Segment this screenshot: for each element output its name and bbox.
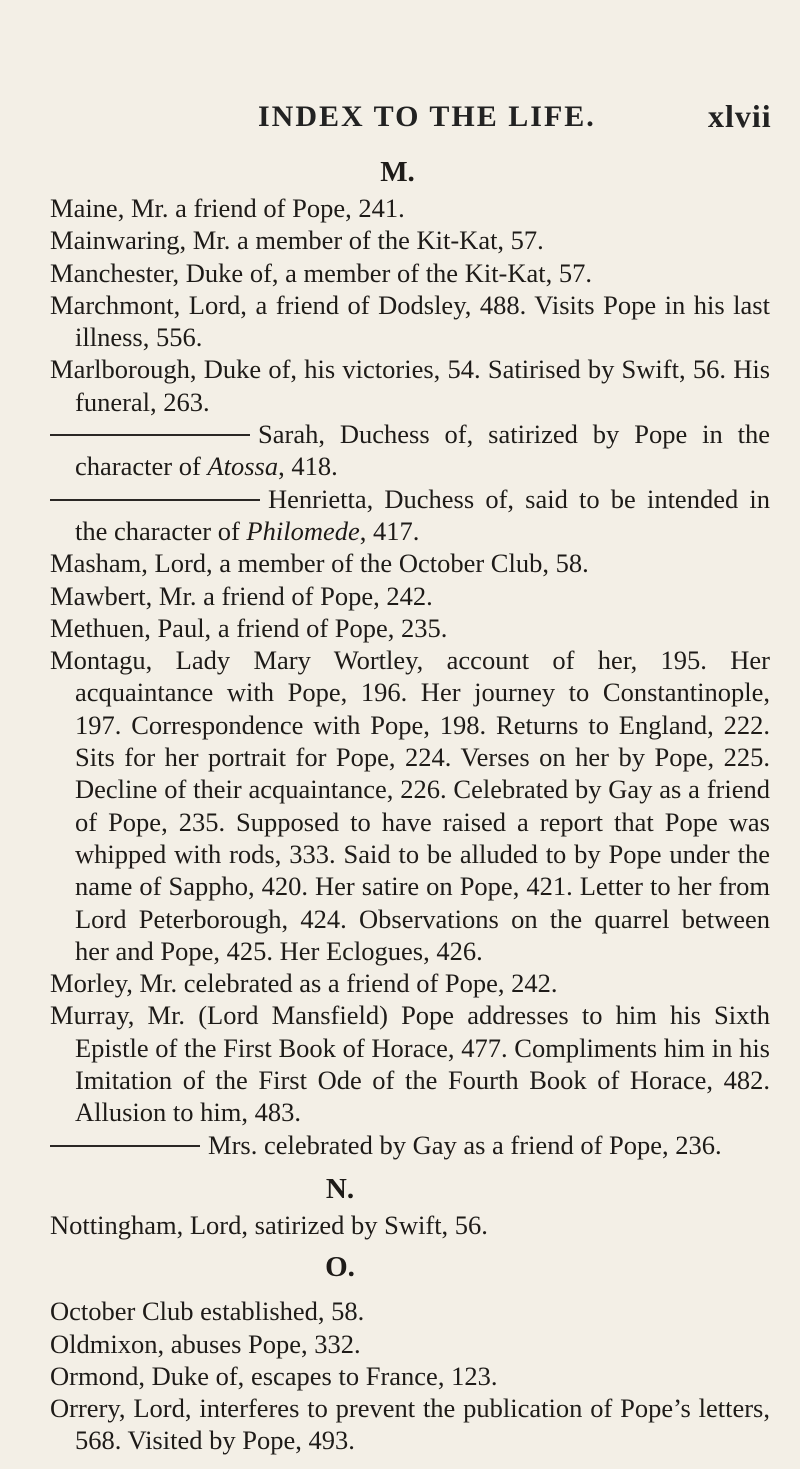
entry-text: abuses Pope, 332.	[164, 1328, 361, 1359]
entry-head: Methuen, Paul,	[50, 612, 212, 643]
entry-text: account of her, 195. Her acquaintance with Pope, 196. Her journey to Constantinople, 197. Correspondence with Pope, 198. Returns to England, 222. Sits for her portrait for Pope, 224. Verses on her by Pope, 225. Decline of their acquaintance, 226. Celebrated by Gay as a friend of Pope, 235. Supposed to have raised a report that Pope was whipped with rods, 333. Said to be alluded to by Pope under the name of Sappho, 420. Her satire on Pope, 421. Letter to her from Lord Peterborough, 424. Observations on the quarrel between her and Pope, 425. Her Eclogues, 426.	[75, 645, 770, 966]
header-title: INDEX TO THE LIFE.	[258, 100, 596, 133]
entry-text: a friend of Pope, 242.	[196, 580, 433, 611]
entry-tail: , 417.	[359, 515, 420, 546]
section-heading-o: O.	[325, 1251, 355, 1284]
index-entry	[50, 192, 770, 224]
entry-head: Maine, Mr.	[50, 193, 169, 223]
running-header	[0, 100, 800, 140]
entry-head: Mainwaring, Mr.	[50, 225, 231, 256]
entry-head: Murray, Mr.	[50, 1000, 186, 1031]
entry-head: Ormond, Duke of,	[50, 1360, 245, 1391]
entry-text: said to be intended in the character of	[75, 483, 770, 546]
index-entry	[50, 644, 770, 967]
entry-text: a member of the Kit-Kat, 57.	[230, 225, 544, 256]
entry-head: Manchester, Duke of,	[50, 257, 279, 288]
index-entry	[50, 257, 770, 289]
entry-head: Oldmixon,	[50, 1328, 165, 1359]
index-entry	[50, 1360, 770, 1392]
index-entry	[50, 547, 770, 579]
entry-head: Nottingham, Lord,	[50, 1209, 248, 1240]
entry-head: Marlborough, Duke of,	[50, 354, 298, 385]
entry-head: October Club	[50, 1296, 194, 1327]
entry-text: a friend of Pope, 241.	[168, 193, 405, 223]
entry-text: celebrated as a friend of Pope, 242.	[177, 968, 558, 999]
index-entry	[50, 967, 770, 999]
entry-head: Mawbert, Mr.	[50, 580, 197, 611]
index-entry	[50, 1209, 770, 1241]
index-entry	[50, 1328, 770, 1360]
index-subentry	[50, 418, 770, 483]
entry-head: Masham, Lord,	[50, 548, 213, 579]
entry-text: (Lord Mansfield) Pope addresses to him his Sixth Epistle of the First Book of Horace, 477. Compliments him in his Imitation of the First Ode of the Fourth Book of Horace, 482. Allusion to him, 483.	[75, 1000, 770, 1128]
entry-italic: Atossa	[207, 451, 279, 482]
entry-italic: Philomede	[246, 515, 360, 546]
ditto-rule	[50, 1145, 200, 1147]
index-subentry	[50, 483, 770, 548]
entry-text: satirized by Swift, 56.	[248, 1209, 488, 1240]
entry-tail: , 418.	[278, 451, 338, 482]
index-entry	[50, 1295, 770, 1327]
entry-text: interferes to prevent the publication of Pope’s letters, 568. Visited by Pope, 493.	[75, 1393, 770, 1456]
index-entry	[50, 353, 770, 418]
index-entry	[50, 580, 770, 612]
index-subentry	[50, 1129, 770, 1161]
index-entry	[50, 1392, 770, 1457]
entry-head: Sarah, Duchess of,	[258, 419, 474, 450]
index-entry	[50, 612, 770, 644]
entry-text: a member of the October Club, 58.	[212, 548, 589, 579]
entry-head: Henrietta, Duchess of,	[268, 483, 515, 514]
entry-head: Montagu, Lady Mary Wortley,	[50, 645, 424, 676]
entry-text: established, 58.	[193, 1296, 365, 1327]
index-entry	[50, 999, 770, 1128]
entry-head: Mrs.	[208, 1129, 258, 1160]
ditto-rule	[50, 434, 250, 436]
index-body	[50, 152, 770, 1457]
entry-head: Morley, Mr.	[50, 968, 178, 999]
entry-text: a friend of Dodsley, 488. Visits Pope in his last illness, 556.	[75, 289, 770, 353]
entry-head: Orrery, Lord,	[50, 1393, 192, 1424]
index-entry	[50, 289, 770, 354]
entry-text: a member of the Kit-Kat, 57.	[278, 257, 593, 288]
entry-text: celebrated by Gay as a friend of Pope, 236.	[257, 1129, 722, 1160]
entry-text: his victories, 54. Satirised by Swift, 56. His funeral, 263.	[75, 354, 771, 417]
entry-text: a friend of Pope, 235.	[211, 612, 448, 643]
section-heading-m: M.	[380, 156, 415, 188]
entry-head: Marchmont, Lord,	[50, 289, 247, 320]
index-entry	[50, 224, 770, 256]
page-number: xlvii	[708, 98, 772, 134]
entry-text: escapes to France, 123.	[244, 1360, 498, 1391]
section-heading-n: N.	[325, 1172, 355, 1205]
ditto-rule	[50, 499, 260, 501]
entry-text: satirized by Pope in the character of	[75, 419, 770, 482]
